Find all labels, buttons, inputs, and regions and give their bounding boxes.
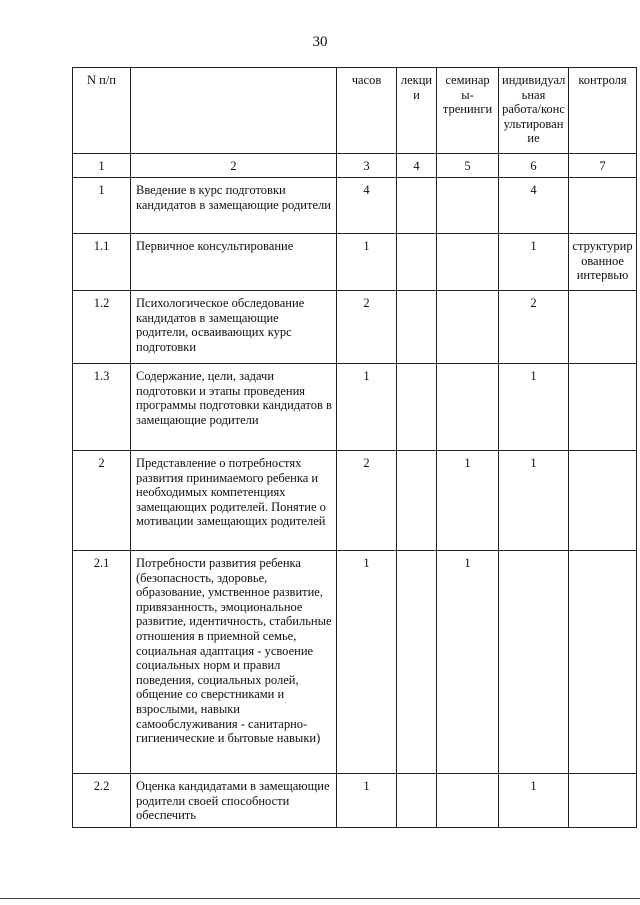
row-individual: 2 <box>499 291 569 364</box>
row-seminars: 1 <box>437 451 499 551</box>
row-title: Первичное консультирование <box>131 234 337 291</box>
row-number: 2 <box>73 451 131 551</box>
header-control: контроля <box>569 68 637 154</box>
row-individual: 1 <box>499 774 569 828</box>
column-number: 4 <box>397 154 437 178</box>
column-number: 3 <box>337 154 397 178</box>
row-title: Представление о потребностях развития принимаемого ребенка и необходимых компетенциях замещающих родителей. Понятие о мотивации замещающих родителей <box>131 451 337 551</box>
header-lectures: лекци и <box>397 68 437 154</box>
row-lectures <box>397 234 437 291</box>
column-number: 5 <box>437 154 499 178</box>
row-hours: 1 <box>337 234 397 291</box>
row-hours: 4 <box>337 178 397 234</box>
page-number: 30 <box>312 34 328 50</box>
header-individual: индивидуал ьная работа/конс ультирован ие <box>499 68 569 154</box>
row-number: 1.1 <box>73 234 131 291</box>
row-lectures <box>397 451 437 551</box>
table-row <box>73 451 637 551</box>
column-number: 2 <box>131 154 337 178</box>
column-number: 7 <box>569 154 637 178</box>
table-row <box>73 364 637 451</box>
row-number: 1.2 <box>73 291 131 364</box>
row-seminars <box>437 178 499 234</box>
row-control <box>569 451 637 551</box>
table-row <box>73 178 637 234</box>
row-seminars <box>437 234 499 291</box>
row-hours: 1 <box>337 774 397 828</box>
row-control: структурир ованное интервью <box>569 234 637 291</box>
row-control <box>569 178 637 234</box>
scan-edge-line <box>0 898 640 899</box>
row-control <box>569 291 637 364</box>
row-title: Психологическое обследование кандидатов в замещающие родители, осваивающих курс подготовки <box>131 291 337 364</box>
row-seminars: 1 <box>437 551 499 774</box>
column-number: 6 <box>499 154 569 178</box>
row-seminars <box>437 291 499 364</box>
row-control <box>569 364 637 451</box>
row-hours: 2 <box>337 451 397 551</box>
table-row <box>73 774 637 828</box>
row-title: Оценка кандидатами в замещающие родители своей способности обеспечить <box>131 774 337 828</box>
header-num: N п/п <box>73 68 131 154</box>
row-title: Введение в курс подготовки кандидатов в замещающие родители <box>131 178 337 234</box>
row-title: Потребности развития ребенка (безопасность, здоровье, образование, умственное развитие, привязанность, эмоциональное развитие, идентичность, стабильные отношения в приемной семье, социальная адаптация - усвоение социальных норм и правил поведения, социальных ролей, общение со сверстниками и взрослыми, навыки самообслуживания - санитарно-гигиенические и бытовые навыки) <box>131 551 337 774</box>
row-lectures <box>397 551 437 774</box>
row-number: 2.2 <box>73 774 131 828</box>
header-seminars: семинар ы- тренинги <box>437 68 499 154</box>
row-number: 1 <box>73 178 131 234</box>
row-hours: 1 <box>337 364 397 451</box>
row-number: 2.1 <box>73 551 131 774</box>
row-lectures <box>397 774 437 828</box>
row-hours: 1 <box>337 551 397 774</box>
row-title: Содержание, цели, задачи подготовки и этапы проведения программы подготовки кандидатов в замещающие родители <box>131 364 337 451</box>
row-control <box>569 774 637 828</box>
column-number-row <box>73 154 637 178</box>
row-lectures <box>397 178 437 234</box>
row-individual: 1 <box>499 364 569 451</box>
header-row <box>73 68 637 154</box>
header-title <box>131 68 337 154</box>
column-number: 1 <box>73 154 131 178</box>
table-row <box>73 291 637 364</box>
row-individual: 4 <box>499 178 569 234</box>
row-control <box>569 551 637 774</box>
row-individual: 1 <box>499 234 569 291</box>
table-row <box>73 551 637 774</box>
table-row <box>73 234 637 291</box>
row-individual <box>499 551 569 774</box>
row-hours: 2 <box>337 291 397 364</box>
header-hours: часов <box>337 68 397 154</box>
row-seminars <box>437 774 499 828</box>
row-number: 1.3 <box>73 364 131 451</box>
row-lectures <box>397 364 437 451</box>
program-table <box>72 67 637 828</box>
row-lectures <box>397 291 437 364</box>
row-individual: 1 <box>499 451 569 551</box>
row-seminars <box>437 364 499 451</box>
